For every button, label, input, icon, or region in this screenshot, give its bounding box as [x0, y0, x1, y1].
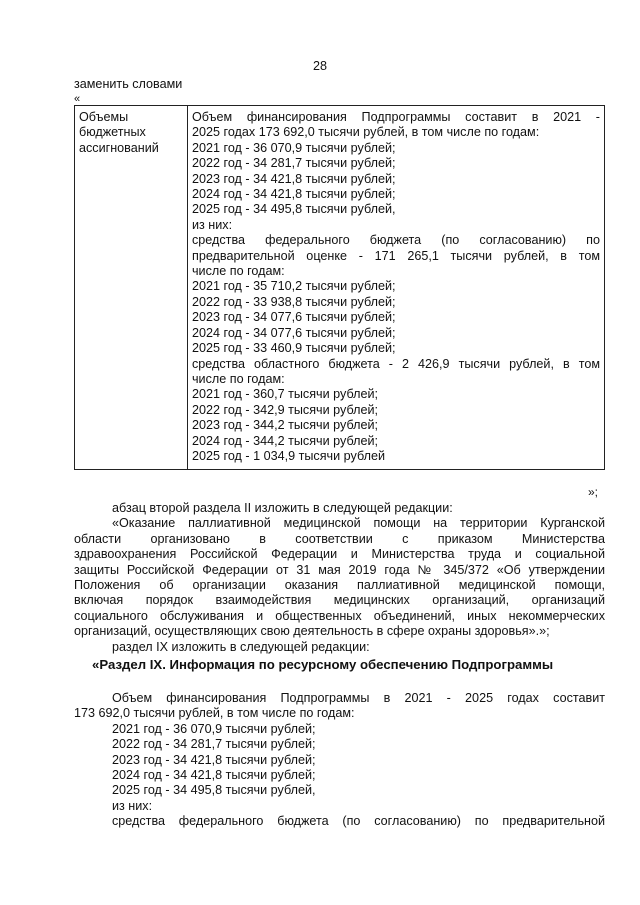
- of-them-line: из них:: [192, 217, 233, 232]
- paragraph-line: 173 692,0 тысячи рублей, в том числе по годам:: [74, 706, 355, 721]
- paragraph-line: Объем финансирования Подпрограммы в 2021 - 2025 годах составит: [112, 691, 605, 705]
- year-line: 2024 год - 344,2 тысячи рублей;: [192, 433, 378, 448]
- year-line: 2021 год - 36 070,9 тысячи рублей;: [192, 140, 396, 155]
- close-quote: »;: [588, 485, 599, 499]
- of-them-line: из них:: [112, 798, 153, 813]
- paragraph-line: защиты Российской Федерации от 31 мая 2019 года № 345/372 «Об утверждении: [74, 562, 605, 577]
- year-line: 2024 год - 34 421,8 тысячи рублей;: [112, 768, 316, 783]
- year-line: 2023 год - 344,2 тысячи рублей;: [192, 418, 378, 433]
- intro-text: заменить словами: [74, 77, 183, 91]
- year-line: 2022 год - 34 281,7 тысячи рублей;: [112, 737, 316, 752]
- paragraph-line: Положения об организации оказания паллиативной медицинской помощи,: [74, 578, 605, 593]
- year-line: 2023 год - 34 421,8 тысячи рублей;: [112, 752, 316, 767]
- year-line: 2021 год - 360,7 тысячи рублей;: [192, 387, 378, 402]
- paragraph-line: «Оказание паллиативной медицинской помощи на территории Курганской: [112, 516, 605, 531]
- content-line: 2025 годах 173 692,0 тысячи рублей, в том числе по годам:: [192, 125, 540, 140]
- label-line: бюджетных: [79, 125, 146, 140]
- year-line: 2025 год - 34 495,8 тысячи рублей,: [112, 783, 316, 798]
- year-line: 2024 год - 34 077,6 тысячи рублей;: [192, 325, 396, 340]
- regional-tail: числе по годам:: [192, 371, 285, 386]
- year-line: 2025 год - 34 495,8 тысячи рублей,: [192, 202, 396, 217]
- year-line: 2024 год - 34 421,8 тысячи рублей;: [192, 187, 396, 202]
- paragraph-line: социального обслуживания и общественных объединений, иных некоммерческих: [74, 608, 605, 623]
- year-line: 2025 год - 1 034,9 тысячи рублей: [192, 448, 385, 463]
- amendment-text: [74, 501, 605, 655]
- paragraph-line: здравоохранения Российской Федерации и Министерства труда и социальной: [74, 547, 605, 562]
- federal-tail: числе по годам:: [192, 264, 285, 279]
- year-line: 2022 год - 34 281,7 тысячи рублей;: [192, 156, 396, 171]
- content-line: Объем финансирования Подпрограммы составит в 2021 -: [192, 110, 600, 124]
- section-ix-text: [74, 691, 605, 830]
- year-line: 2023 год - 34 077,6 тысячи рублей;: [192, 310, 396, 325]
- label-cell: [75, 106, 188, 470]
- page-number: 28: [312, 59, 327, 73]
- paragraph-line: средства федерального бюджета (по согласованию) по предварительной: [112, 814, 605, 829]
- regional-line: средства областного бюджета - 2 426,9 тысячи рублей, в том: [192, 356, 600, 371]
- label-line: Объемы: [79, 110, 129, 124]
- year-line: 2025 год - 33 460,9 тысячи рублей;: [192, 341, 396, 356]
- label-line: ассигнований: [79, 140, 159, 155]
- paragraph-line: организаций, осуществляющих свою деятельность в сфере охраны здоровья».»;: [74, 624, 550, 639]
- federal-line: средства федерального бюджета (по согласованию) по: [192, 233, 600, 248]
- open-quote: «: [74, 93, 81, 105]
- paragraph-line: включая порядок взаимодействия медицинских организаций, организаций: [74, 593, 605, 608]
- year-line: 2022 год - 33 938,8 тысячи рублей;: [192, 294, 396, 309]
- year-line: 2021 год - 35 710,2 тысячи рублей;: [192, 279, 396, 294]
- budget-table: [74, 105, 605, 470]
- paragraph-line: области организовано в соответствии с приказом Министерства: [74, 531, 605, 546]
- year-line: 2022 год - 342,9 тысячи рублей;: [192, 402, 378, 417]
- year-line: 2023 год - 34 421,8 тысячи рублей;: [192, 171, 396, 186]
- section-heading: «Раздел IX. Информация по ресурсному обеспечению Подпрограммы: [92, 657, 554, 672]
- paragraph: раздел IX изложить в следующей редакции:: [112, 639, 370, 654]
- federal-line: предварительной оценке - 171 265,1 тысячи рублей, в том: [192, 248, 600, 263]
- paragraph: абзац второй раздела II изложить в следующей редакции:: [112, 501, 453, 515]
- year-line: 2021 год - 36 070,9 тысячи рублей;: [112, 721, 316, 736]
- content-cell: [188, 106, 605, 470]
- table-row: [75, 106, 605, 470]
